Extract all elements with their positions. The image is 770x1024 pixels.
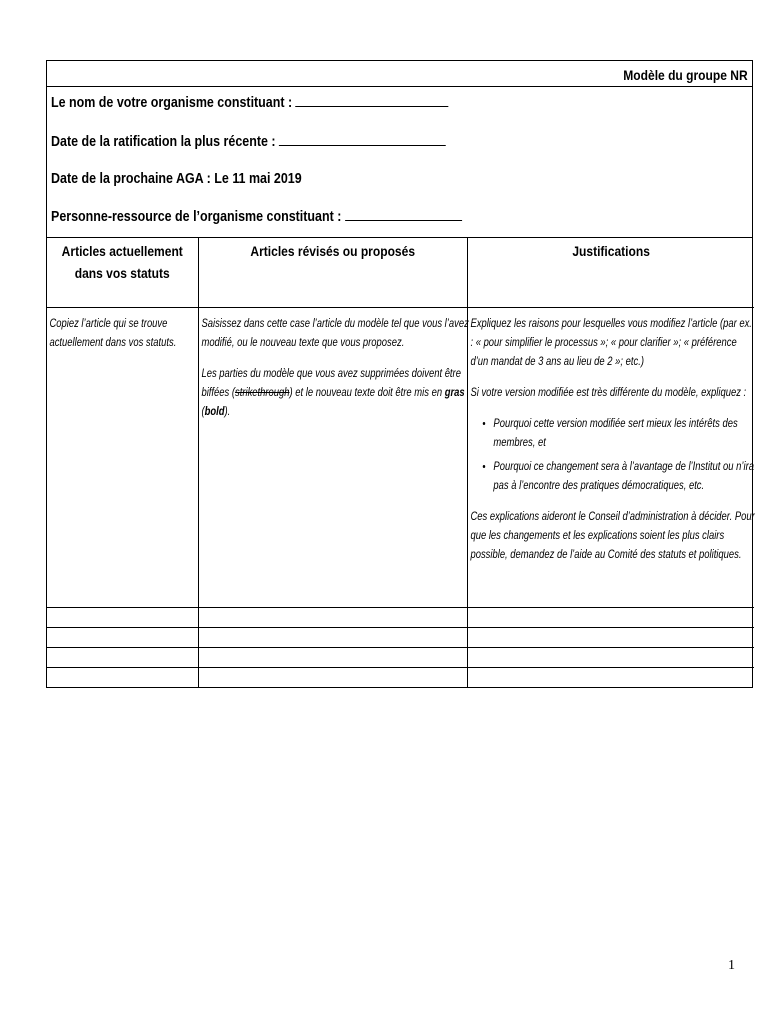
table-cell[interactable]	[467, 647, 754, 667]
table-cell[interactable]	[467, 627, 754, 647]
column-header-revised: Articles révisés ou proposés	[198, 238, 467, 307]
page-number: 1	[728, 958, 735, 973]
revised-instruction-p1: Saisissez dans cette case l’article du modèle tel que vous l’avez modifié, ou le nouveau texte que vous proposez.	[200, 317, 469, 349]
ratification-date-field[interactable]	[51, 133, 446, 150]
current-article-instruction: Copiez l’article qui se trouve actuellement dans vos statuts.	[49, 317, 177, 349]
table-cell[interactable]	[198, 607, 467, 627]
organization-name-blank[interactable]	[296, 94, 449, 107]
table-row	[47, 307, 754, 607]
column-header-justifications: Justifications	[467, 238, 754, 307]
header-divider	[47, 86, 752, 87]
list-item: • Pourquoi cette version modifiée sert mieux les intérêts des membres, et	[493, 415, 757, 453]
list-item: • Pourquoi ce changement sera à l’avantage de l’Institut ou n’ira pas à l’encontre des pratiques démocratiques, etc.	[493, 458, 757, 496]
contact-person-label: Personne-ressource de l’organisme constituant :	[51, 209, 342, 225]
justification-cell[interactable]	[467, 307, 754, 607]
table-cell[interactable]	[198, 627, 467, 647]
contact-person-field[interactable]	[51, 208, 462, 225]
justification-p3: Ces explications aideront le Conseil d’administration à décider. Pour que les changements et les explications soient les plus clairs possible, demandez de l’aide au Comité des statuts et politiques.	[469, 510, 755, 561]
strikethrough-example: strikethrough	[234, 386, 290, 399]
table-row	[47, 627, 754, 647]
revised-instruction-p2: Les parties du modèle que vous avez supprimées doivent être biffées (strikethrough) et le nouveau texte doit être mis en gras (bold).	[200, 367, 465, 418]
table-row	[47, 667, 754, 687]
contact-person-blank[interactable]	[345, 208, 462, 221]
organization-name-field[interactable]	[51, 94, 449, 111]
justification-p1: Expliquez les raisons pour lesquelles vous modifiez l’article (par ex. : « pour simplifier le processus »; « pour clarifier »; « préférence d’un mandat de 3 ans au lieu de 2 »; etc.)	[469, 317, 752, 368]
current-article-cell[interactable]	[47, 307, 198, 607]
form-header	[47, 61, 752, 238]
ratification-date-label: Date de la ratification la plus récente :	[51, 134, 276, 150]
table-cell[interactable]	[47, 627, 198, 647]
table-cell[interactable]	[467, 667, 754, 687]
revised-article-cell[interactable]	[198, 307, 467, 607]
ratification-date-blank[interactable]	[279, 133, 446, 146]
bylaws-form	[46, 60, 753, 688]
revised-article-instruction	[199, 308, 472, 422]
column-header-current: Articles actuellement dans vos statuts	[47, 238, 198, 307]
articles-table	[47, 238, 754, 687]
table-cell[interactable]	[47, 647, 198, 667]
justification-p2: Si votre version modifiée est très différente du modèle, expliquez :	[469, 386, 746, 399]
agm-date-field	[51, 171, 302, 187]
justification-bullets	[470, 415, 757, 496]
justification-instruction	[468, 308, 760, 565]
table-header-row	[47, 238, 754, 307]
bold-example: gras	[444, 386, 465, 399]
table-cell[interactable]	[47, 667, 198, 687]
agm-date-label: Date de la prochaine AGA : Le 11 mai 2019	[51, 171, 302, 187]
table-cell[interactable]	[47, 607, 198, 627]
model-label: Modèle du groupe NR	[623, 67, 748, 83]
table-cell[interactable]	[467, 607, 754, 627]
table-cell[interactable]	[198, 667, 467, 687]
table-row	[47, 647, 754, 667]
table-row	[47, 607, 754, 627]
table-cell[interactable]	[198, 647, 467, 667]
organization-name-label: Le nom de votre organisme constituant :	[51, 95, 293, 111]
